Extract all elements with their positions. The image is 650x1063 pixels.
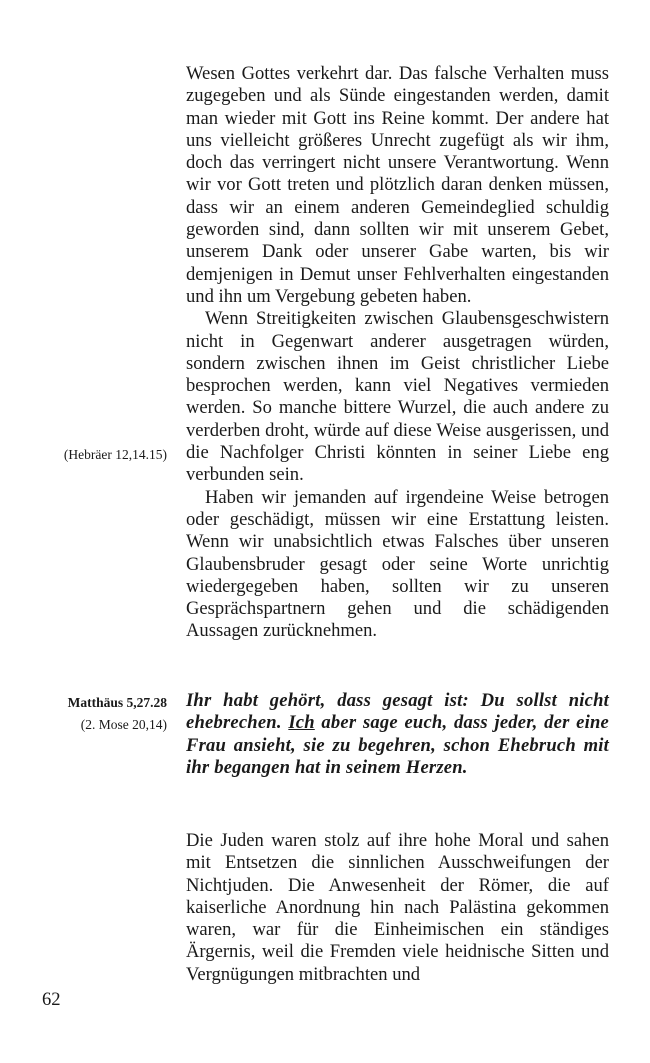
- body-text-block: [186, 63, 609, 643]
- paragraph: Haben wir jemanden auf irgendeine Weise betrogen oder geschädigt, müssen wir eine Erstattung leisten. Wenn wir unabsichtlich etwas Falsches über unseren Glaubensbruder gesagt oder seine Worte unrichtig wiedergegeben haben, sollten wir zu unseren Gesprächspartnern gehen und die schädigenden Aussagen zurücknehmen.: [186, 486, 609, 642]
- quote-text-end: aber sage euch, dass jeder, der eine Frau ansieht, sie zu begehren, schon Ehebruch mit ihr begangen hat in seinem Herzen.: [186, 712, 609, 778]
- body-text-block-2: [186, 830, 609, 986]
- scripture-quote: [186, 690, 609, 779]
- paragraph: Die Juden waren stolz auf ihre hohe Moral und sahen mit Entsetzen die sinnlichen Ausschweifungen der Nichtjuden. Die Anwesenheit der Römer, die auf kaiserliche Anordnung hin nach Palästina gekommen waren, war für die Einheimischen ein ständiges Ärgernis, weil die Fremden viele heidnische Sitten und Vergnügungen mitbrachten und: [186, 830, 609, 985]
- page-number: 62: [42, 989, 61, 1010]
- quote-emphasis: Ich: [288, 712, 315, 734]
- paragraph: Wenn Streitigkeiten zwischen Glaubensgeschwistern nicht in Gegenwart anderer ausgetragen würden, sondern zwischen ihnen im Geist christlicher Liebe besprochen werden, kann viel Negatives vermieden werden. So manche bittere Wurzel, die auch andere zu verderben droht, würde auf diese Weise ausgerissen, und die Nachfolger Christi könnten in seiner Liebe eng verbunden sein.: [186, 308, 609, 486]
- paragraph: Wesen Gottes verkehrt dar. Das falsche Verhalten muss zugegeben und als Sünde eingestanden werden, damit man wieder mit Gott ins Reine kommt. Der andere hat uns vielleicht größeres Unrecht zugefügt als wir ihm, doch das verringert nicht unsere Verantwortung. Wenn wir vor Gott treten und plötzlich daran denken müssen, dass wir an einem anderen Gemeindeglied schuldig geworden sind, dann sollten wir mit unserem Gebet, unserem Dank oder unserer Gabe warten, bis wir demjenigen in Demut unser Fehlverhalten eingestanden und ihn um Vergebung gebeten haben.: [186, 63, 609, 307]
- quote-text-start: Ihr habt gehört, dass gesagt ist: Du sollst nicht ehebrechen.: [186, 690, 609, 734]
- margin-reference-mose: (2. Mose 20,14): [80, 717, 167, 732]
- margin-reference-hebraer: (Hebräer 12,14.15): [63, 447, 167, 462]
- margin-reference-matthaeus: Matthäus 5,27.28: [67, 695, 167, 710]
